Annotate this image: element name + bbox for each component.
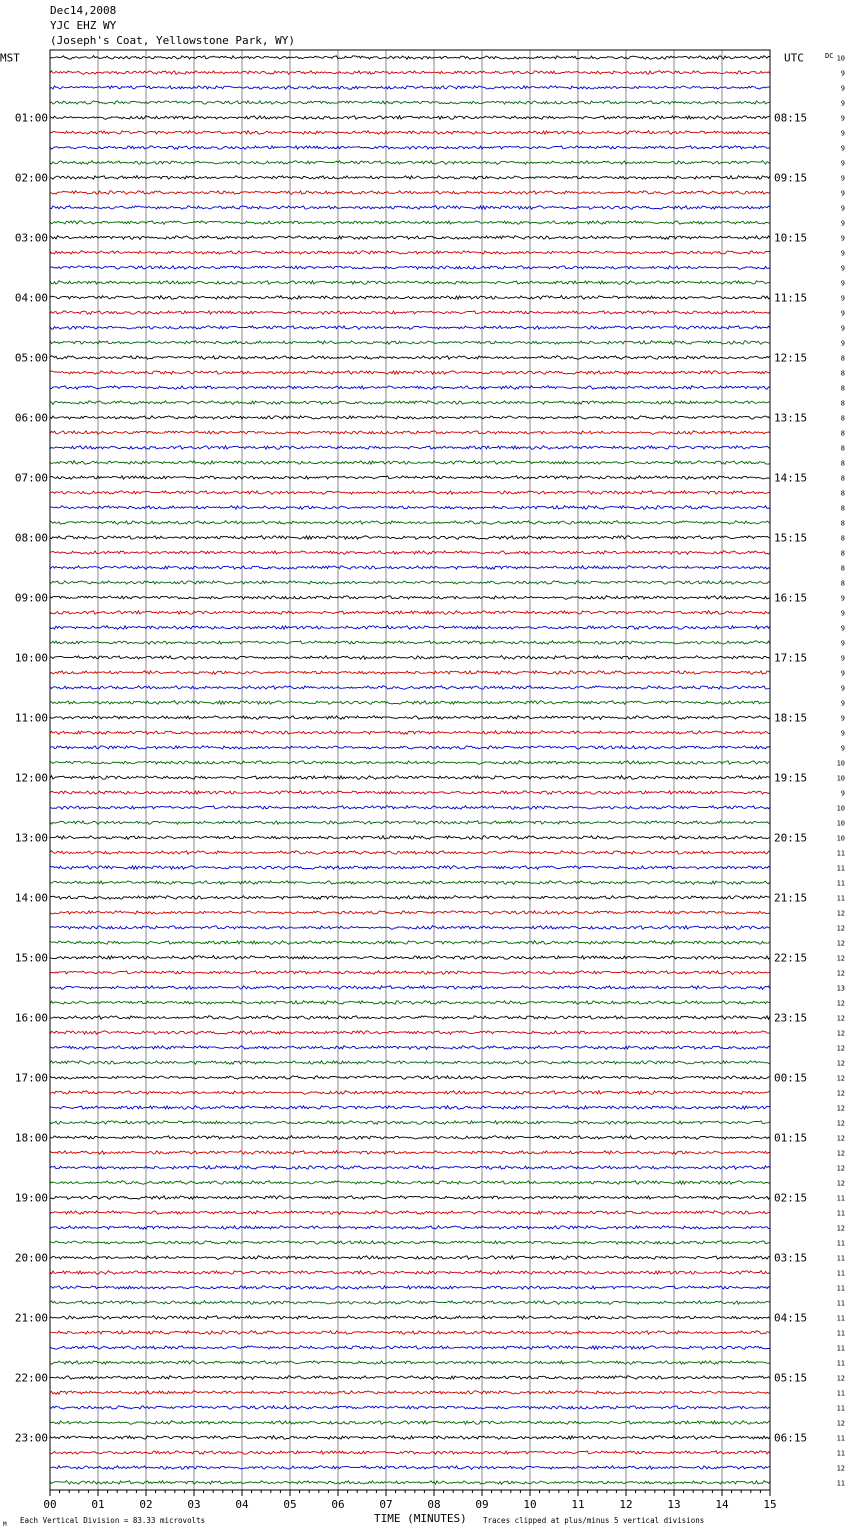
seismic-trace xyxy=(50,1091,770,1095)
utc-hour-label: 12:15 xyxy=(774,351,808,365)
seismic-trace xyxy=(50,1211,770,1215)
dc-offset-value: 9 xyxy=(840,714,845,723)
utc-hour-label: 06:15 xyxy=(774,1431,808,1445)
mst-hour-label: 09:00 xyxy=(14,591,48,605)
seismic-trace xyxy=(50,761,770,765)
seismic-trace xyxy=(50,1106,770,1110)
dc-offset-value: 8 xyxy=(840,369,845,378)
station-code: YJC EHZ WY xyxy=(50,19,117,32)
dc-offset-value: 11 xyxy=(836,1254,845,1263)
dc-offset-value: 11 xyxy=(836,894,845,903)
dc-offset-value: 8 xyxy=(840,429,845,438)
seismic-trace xyxy=(50,1136,770,1140)
utc-hour-label: 23:15 xyxy=(774,1011,808,1025)
x-tick-label: 15 xyxy=(763,1498,777,1511)
dc-label: DC xyxy=(825,52,834,60)
seismic-trace xyxy=(50,1196,770,1200)
dc-offset-value: 9 xyxy=(840,204,845,213)
dc-offset-value: 9 xyxy=(840,219,845,228)
x-tick-label: 11 xyxy=(571,1498,585,1511)
x-tick-label: 04 xyxy=(235,1498,249,1511)
utc-hour-label: 14:15 xyxy=(774,471,808,485)
seismic-trace xyxy=(50,776,770,780)
dc-offset-value: 11 xyxy=(836,1404,845,1413)
mst-hour-label: 10:00 xyxy=(14,651,48,665)
mst-hour-label: 14:00 xyxy=(14,891,48,905)
dc-offset-value: 8 xyxy=(840,444,845,453)
dc-offset-value: 9 xyxy=(840,669,845,678)
mst-hour-label: 15:00 xyxy=(14,951,48,965)
mst-hour-label: 16:00 xyxy=(14,1011,48,1025)
dc-offset-value: 9 xyxy=(840,339,845,348)
dc-offset-value: 12 xyxy=(836,939,845,948)
seismic-trace xyxy=(50,1301,770,1305)
dc-offset-value: 9 xyxy=(840,699,845,708)
utc-hour-label: 15:15 xyxy=(774,531,808,545)
seismic-trace xyxy=(50,986,770,990)
seismic-trace xyxy=(50,221,770,225)
seismic-trace xyxy=(50,71,770,75)
seismic-trace xyxy=(50,866,770,870)
axis-labels xyxy=(0,52,845,1512)
dc-offset-value: 13 xyxy=(836,984,845,993)
x-tick-label: 08 xyxy=(427,1498,441,1511)
seismic-trace xyxy=(50,1181,770,1185)
station-location: (Joseph's Coat, Yellowstone Park, WY) xyxy=(50,34,296,47)
seismic-trace xyxy=(50,1226,770,1230)
dc-offset-value: 11 xyxy=(836,1329,845,1338)
seismic-trace xyxy=(50,836,770,840)
seismic-trace xyxy=(50,1451,770,1454)
seismic-trace xyxy=(50,1151,770,1155)
seismic-trace xyxy=(50,251,770,255)
x-tick-label: 05 xyxy=(283,1498,297,1511)
mst-hour-label: 21:00 xyxy=(14,1311,48,1325)
utc-hour-label: 08:15 xyxy=(774,111,808,125)
plot-date: Dec14,2008 xyxy=(50,4,117,17)
dc-offset-value: 10 xyxy=(836,774,845,783)
dc-offset-value: 8 xyxy=(840,459,845,468)
seismic-traces xyxy=(50,56,770,1485)
dc-offset-value: 8 xyxy=(840,504,845,513)
utc-hour-label: 02:15 xyxy=(774,1191,808,1205)
mst-hour-label: 23:00 xyxy=(14,1431,48,1445)
seismic-trace xyxy=(50,296,770,300)
footer-mark: M xyxy=(3,1521,7,1528)
mst-hour-label: 12:00 xyxy=(14,771,48,785)
dc-offset-value: 12 xyxy=(836,1224,845,1233)
dc-offset-value: 11 xyxy=(836,1479,845,1488)
seismic-trace xyxy=(50,506,770,510)
dc-offset-value: 8 xyxy=(840,534,845,543)
dc-offset-value: 9 xyxy=(840,684,845,693)
seismic-trace xyxy=(50,1481,770,1485)
mst-hour-label: 07:00 xyxy=(14,471,48,485)
dc-offset-value: 9 xyxy=(840,174,845,183)
seismic-trace xyxy=(50,101,770,105)
dc-offset-value: 9 xyxy=(840,234,845,243)
seismic-trace xyxy=(50,806,770,810)
seismic-trace xyxy=(50,116,770,120)
dc-offset-value: 11 xyxy=(836,1269,845,1278)
dc-offset-value: 9 xyxy=(840,309,845,318)
dc-offset-value: 12 xyxy=(836,1119,845,1128)
seismic-trace xyxy=(50,341,770,345)
seismic-trace xyxy=(50,551,770,555)
x-tick-label: 07 xyxy=(379,1498,393,1511)
seismic-trace xyxy=(50,956,770,960)
utc-hour-label: 01:15 xyxy=(774,1131,808,1145)
seismic-trace xyxy=(50,566,770,570)
seismic-trace xyxy=(50,581,770,584)
dc-offset-value: 9 xyxy=(840,654,845,663)
seismic-trace xyxy=(50,521,770,525)
utc-hour-label: 04:15 xyxy=(774,1311,808,1325)
seismic-trace xyxy=(50,461,770,465)
utc-axis-label: UTC xyxy=(784,51,804,65)
dc-offset-value: 11 xyxy=(836,849,845,858)
x-tick-label: 03 xyxy=(187,1498,201,1511)
seismic-trace xyxy=(50,491,770,495)
seismic-trace xyxy=(50,671,770,675)
dc-offset-value: 9 xyxy=(840,279,845,288)
utc-hour-label: 13:15 xyxy=(774,411,808,425)
x-tick-label: 02 xyxy=(139,1498,153,1511)
seismic-trace xyxy=(50,821,770,825)
seismic-trace xyxy=(50,926,770,930)
x-tick-label: 00 xyxy=(43,1498,57,1511)
seismic-trace xyxy=(50,536,770,540)
dc-offset-value: 8 xyxy=(840,354,845,363)
seismic-trace xyxy=(50,701,770,705)
dc-offset-value: 11 xyxy=(836,1284,845,1293)
seismic-trace xyxy=(50,1436,770,1440)
dc-offset-value: 9 xyxy=(840,639,845,648)
dc-offset-value: 8 xyxy=(840,519,845,528)
mst-hour-label: 06:00 xyxy=(14,411,48,425)
vertical-scale-note: Each Vertical Division = 83.33 microvolts xyxy=(20,1516,206,1525)
dc-offset-value: 10 xyxy=(836,759,845,768)
seismic-trace xyxy=(50,1361,770,1365)
utc-hour-label: 21:15 xyxy=(774,891,808,905)
x-tick-label: 01 xyxy=(91,1498,105,1511)
seismic-trace xyxy=(50,356,770,360)
dc-offset-value: 9 xyxy=(840,144,845,153)
dc-offset-value: 12 xyxy=(836,1059,845,1068)
dc-offset-value: 9 xyxy=(840,594,845,603)
utc-hour-label: 18:15 xyxy=(774,711,808,725)
dc-offset-value: 11 xyxy=(836,864,845,873)
seismic-trace xyxy=(50,1121,770,1125)
dc-offset-value: 10 xyxy=(836,834,845,843)
seismic-trace xyxy=(50,131,770,135)
seismic-trace xyxy=(50,311,770,315)
seismic-trace xyxy=(50,611,770,615)
mst-hour-label: 05:00 xyxy=(14,351,48,365)
dc-offset-value: 12 xyxy=(836,1179,845,1188)
seismic-trace xyxy=(50,971,770,975)
seismic-trace xyxy=(50,56,770,60)
seismic-trace xyxy=(50,716,770,720)
seismic-trace xyxy=(50,1286,770,1289)
x-tick-label: 10 xyxy=(523,1498,537,1511)
mst-hour-label: 17:00 xyxy=(14,1071,48,1085)
x-axis-title: TIME (MINUTES) xyxy=(374,1512,467,1525)
dc-offset-value: 11 xyxy=(836,1194,845,1203)
seismic-trace xyxy=(50,326,770,330)
seismic-trace xyxy=(50,431,770,435)
seismic-trace xyxy=(50,446,770,450)
dc-offset-value: 12 xyxy=(836,969,845,978)
mst-axis-label: MST xyxy=(0,51,20,65)
seismic-trace xyxy=(50,1421,770,1425)
dc-offset-value: 9 xyxy=(840,624,845,633)
mst-hour-label: 04:00 xyxy=(14,291,48,305)
dc-offset-value: 9 xyxy=(840,729,845,738)
utc-hour-label: 20:15 xyxy=(774,831,808,845)
x-tick-label: 06 xyxy=(331,1498,345,1511)
seismic-trace xyxy=(50,1016,770,1020)
seismic-trace xyxy=(50,176,770,180)
seismic-trace xyxy=(50,1271,770,1275)
mst-hour-label: 02:00 xyxy=(14,171,48,185)
x-tick-label: 09 xyxy=(475,1498,489,1511)
dc-offset-value: 12 xyxy=(836,1164,845,1173)
chart-footer xyxy=(3,1512,704,1528)
dc-offset-value: 10 xyxy=(836,804,845,813)
dc-offset-value: 9 xyxy=(840,84,845,93)
dc-offset-value: 11 xyxy=(836,1389,845,1398)
x-tick-label: 13 xyxy=(667,1498,681,1511)
dc-offset-value: 12 xyxy=(836,1464,845,1473)
seismic-trace xyxy=(50,371,770,375)
seismic-trace xyxy=(50,416,770,419)
seismic-trace xyxy=(50,1241,770,1245)
seismic-trace xyxy=(50,1391,770,1395)
seismic-trace xyxy=(50,851,770,855)
seismic-trace xyxy=(50,881,770,885)
mst-hour-label: 20:00 xyxy=(14,1251,48,1265)
dc-offset-value: 12 xyxy=(836,1374,845,1383)
utc-hour-label: 19:15 xyxy=(774,771,808,785)
seismic-trace xyxy=(50,1076,770,1079)
seismic-trace xyxy=(50,641,770,645)
seismic-trace xyxy=(50,1061,770,1065)
dc-offset-value: 12 xyxy=(836,1419,845,1428)
dc-offset-value: 11 xyxy=(836,1359,845,1368)
dc-offset-value: 9 xyxy=(840,294,845,303)
dc-offset-value: 12 xyxy=(836,1089,845,1098)
seismic-trace xyxy=(50,896,770,900)
dc-offset-value: 8 xyxy=(840,399,845,408)
dc-offset-value: 12 xyxy=(836,999,845,1008)
dc-offset-value: 12 xyxy=(836,1044,845,1053)
utc-hour-label: 05:15 xyxy=(774,1371,808,1385)
utc-hour-label: 22:15 xyxy=(774,951,808,965)
utc-hour-label: 16:15 xyxy=(774,591,808,605)
dc-offset-value: 11 xyxy=(836,1209,845,1218)
dc-offset-value: 11 xyxy=(836,1299,845,1308)
mst-hour-label: 19:00 xyxy=(14,1191,48,1205)
dc-offset-value: 9 xyxy=(840,264,845,273)
dc-offset-value: 9 xyxy=(840,744,845,753)
seismic-trace xyxy=(50,686,770,690)
dc-offset-value: 12 xyxy=(836,1074,845,1083)
minute-gridlines xyxy=(98,50,722,1490)
mst-hour-label: 22:00 xyxy=(14,1371,48,1385)
dc-offset-value: 9 xyxy=(840,324,845,333)
dc-offset-value: 9 xyxy=(840,189,845,198)
dc-offset-value: 12 xyxy=(836,954,845,963)
dc-offset-value: 9 xyxy=(840,114,845,123)
dc-offset-value: 8 xyxy=(840,579,845,588)
dc-offset-value: 12 xyxy=(836,1134,845,1143)
seismic-trace xyxy=(50,596,770,600)
dc-offset-value: 10 xyxy=(836,54,845,63)
dc-offset-value: 8 xyxy=(840,384,845,393)
utc-hour-label: 00:15 xyxy=(774,1071,808,1085)
x-tick-label: 14 xyxy=(715,1498,729,1511)
seismic-trace xyxy=(50,911,770,914)
dc-offset-value: 12 xyxy=(836,909,845,918)
seismic-trace xyxy=(50,476,770,480)
dc-offset-value: 9 xyxy=(840,159,845,168)
seismic-trace xyxy=(50,146,770,150)
dc-offset-value: 11 xyxy=(836,1449,845,1458)
seismic-trace xyxy=(50,386,770,390)
x-tick-label: 12 xyxy=(619,1498,633,1511)
seismic-trace xyxy=(50,1001,770,1005)
seismic-trace xyxy=(50,1256,770,1260)
dc-offset-value: 9 xyxy=(840,69,845,78)
seismic-trace xyxy=(50,266,770,270)
utc-hour-label: 10:15 xyxy=(774,231,808,245)
seismic-trace xyxy=(50,206,770,210)
dc-offset-value: 12 xyxy=(836,1104,845,1113)
dc-offset-value: 12 xyxy=(836,1149,845,1158)
dc-offset-value: 9 xyxy=(840,129,845,138)
plot-frame xyxy=(50,50,770,1490)
seismic-trace xyxy=(50,191,770,195)
dc-offset-value: 11 xyxy=(836,879,845,888)
seismic-trace xyxy=(50,236,770,240)
mst-hour-label: 18:00 xyxy=(14,1131,48,1145)
seismic-trace xyxy=(50,1331,770,1335)
seismic-trace xyxy=(50,731,770,735)
dc-offset-value: 8 xyxy=(840,414,845,423)
dc-offset-value: 11 xyxy=(836,1344,845,1353)
dc-offset-value: 9 xyxy=(840,789,845,798)
dc-offset-value: 8 xyxy=(840,474,845,483)
seismic-trace xyxy=(50,1031,770,1035)
dc-offset-value: 8 xyxy=(840,549,845,558)
dc-offset-value: 9 xyxy=(840,99,845,108)
utc-hour-label: 17:15 xyxy=(774,651,808,665)
dc-offset-value: 11 xyxy=(836,1314,845,1323)
dc-offset-value: 10 xyxy=(836,819,845,828)
clipping-note: Traces clipped at plus/minus 5 vertical divisions xyxy=(483,1516,705,1525)
seismic-trace xyxy=(50,1376,770,1380)
mst-hour-label: 11:00 xyxy=(14,711,48,725)
mst-hour-label: 03:00 xyxy=(14,231,48,245)
dc-offset-value: 8 xyxy=(840,489,845,498)
seismic-trace xyxy=(50,1346,770,1350)
seismic-trace xyxy=(50,746,770,749)
mst-hour-label: 01:00 xyxy=(14,111,48,125)
seismic-trace xyxy=(50,86,770,90)
mst-hour-label: 13:00 xyxy=(14,831,48,845)
utc-hour-label: 03:15 xyxy=(774,1251,808,1265)
mst-hour-label: 08:00 xyxy=(14,531,48,545)
dc-offset-value: 11 xyxy=(836,1434,845,1443)
seismic-trace xyxy=(50,1406,770,1410)
seismic-trace xyxy=(50,1046,770,1050)
dc-offset-value: 9 xyxy=(840,609,845,618)
dc-offset-value: 9 xyxy=(840,249,845,258)
dc-offset-value: 12 xyxy=(836,1014,845,1023)
seismic-trace xyxy=(50,626,770,630)
dc-offset-value: 8 xyxy=(840,564,845,573)
utc-hour-label: 09:15 xyxy=(774,171,808,185)
seismic-trace xyxy=(50,941,770,945)
dc-offset-value: 12 xyxy=(836,924,845,933)
utc-hour-label: 11:15 xyxy=(774,291,808,305)
seismic-trace xyxy=(50,401,770,405)
seismic-trace xyxy=(50,791,770,795)
seismic-trace xyxy=(50,656,770,660)
dc-offset-value: 11 xyxy=(836,1239,845,1248)
seismic-trace xyxy=(50,161,770,165)
seismic-trace xyxy=(50,1166,770,1170)
seismic-trace xyxy=(50,281,770,285)
dc-offset-value: 12 xyxy=(836,1029,845,1038)
seismic-trace xyxy=(50,1316,770,1320)
seismic-trace xyxy=(50,1466,770,1470)
